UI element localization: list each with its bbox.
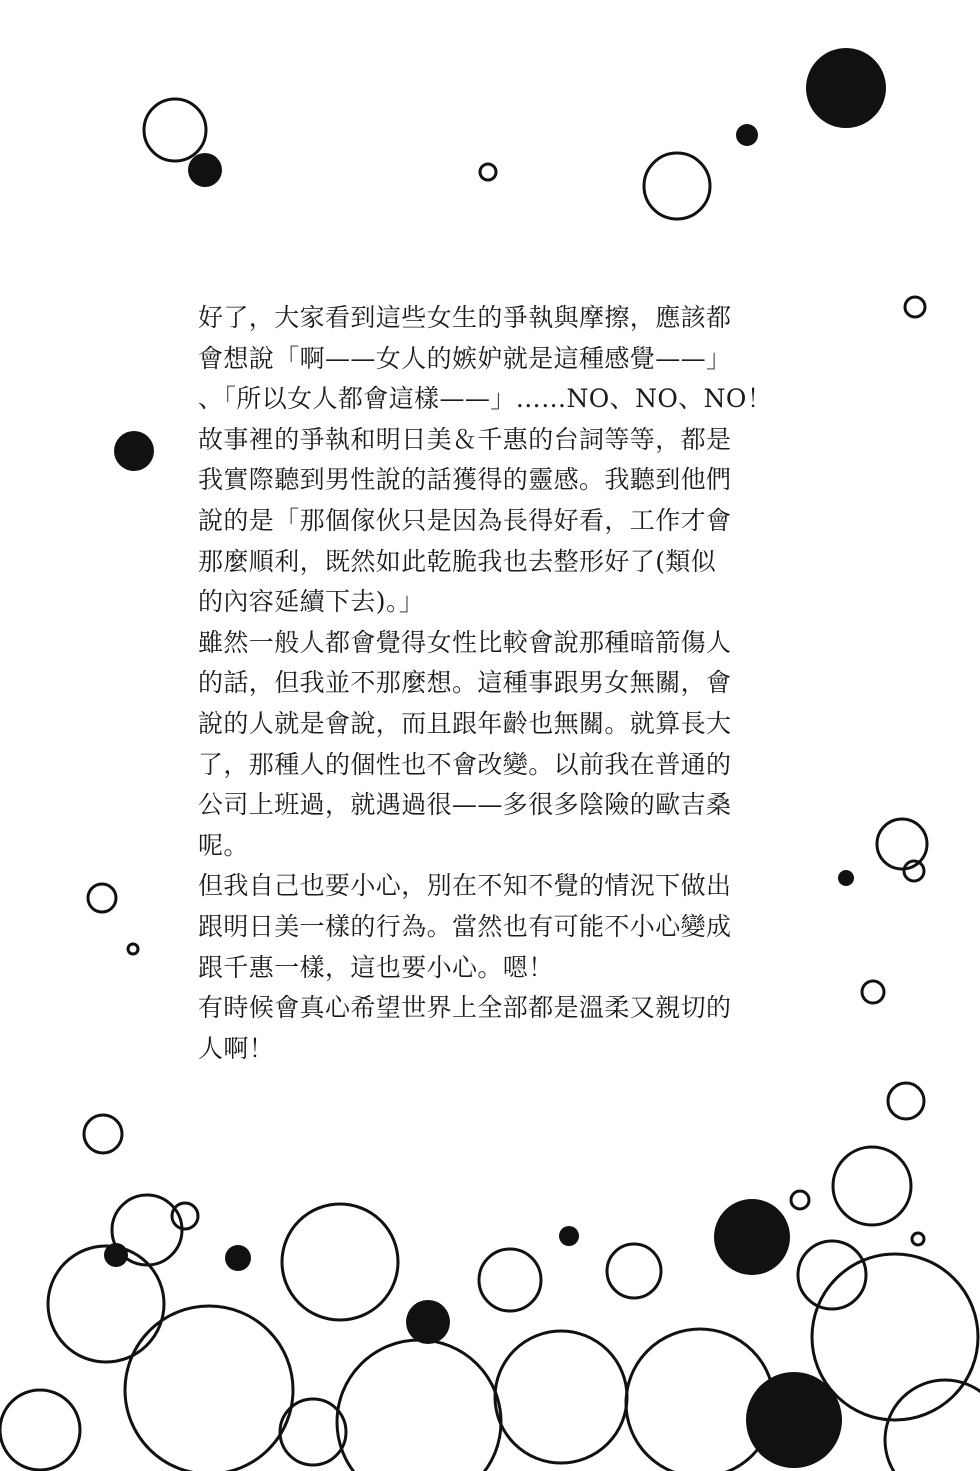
bubble-ring bbox=[480, 164, 496, 180]
bubble-ring bbox=[128, 944, 138, 954]
text-line: 故事裡的爭執和明日美＆千惠的台詞等等，都是 bbox=[198, 424, 732, 454]
text-line: 公司上班過，就遇過很——多很多陰險的歐吉桑 bbox=[198, 790, 732, 820]
bubble-dot bbox=[559, 1226, 579, 1246]
bubble-dot bbox=[736, 124, 758, 146]
text-line: 我實際聽到男性說的話獲得的靈感。我聽到他們 bbox=[198, 465, 732, 495]
bubble-dot bbox=[838, 870, 854, 886]
text-line: 人啊！ bbox=[198, 1033, 275, 1063]
text-line: 但我自己也要小心，別在不知不覺的情況下做出 bbox=[198, 871, 732, 901]
bubble-ring bbox=[791, 1191, 809, 1209]
bubble-dot bbox=[714, 1199, 790, 1275]
bubble-ring bbox=[337, 1340, 501, 1471]
bubble-ring bbox=[798, 1241, 866, 1309]
bubble-ring bbox=[833, 1147, 911, 1225]
bubble-ring bbox=[282, 1204, 398, 1320]
bubble-dot bbox=[406, 1300, 450, 1344]
bubble-ring bbox=[905, 297, 925, 317]
text-line: 跟明日美一樣的行為。當然也有可能不小心變成 bbox=[198, 911, 732, 941]
text-line: 的話，但我並不那麼想。這種事跟男女無關，會 bbox=[198, 668, 732, 698]
bubble-ring bbox=[172, 1203, 198, 1229]
bubble-ring bbox=[479, 1249, 541, 1311]
text-line: 說的是「那個傢伙只是因為長得好看，工作才會 bbox=[198, 505, 732, 535]
bubble-ring bbox=[144, 99, 206, 161]
bubble-ring bbox=[88, 884, 116, 912]
bubble-dot bbox=[746, 1372, 842, 1468]
text-line: 的內容延續下去)。」 bbox=[198, 587, 425, 617]
bubble-dot bbox=[188, 153, 222, 187]
bubble-ring bbox=[644, 153, 710, 219]
bubble-dot bbox=[225, 1245, 251, 1271]
text-line: 會想說「啊——女人的嫉妒就是這種感覺——」 bbox=[198, 343, 732, 373]
bubble-ring bbox=[84, 1115, 122, 1153]
bubble-ring bbox=[812, 1254, 978, 1420]
text-line: 呢。 bbox=[198, 830, 249, 860]
text-line: 、「所以女人都會這樣——」……NO、NO、NO！ bbox=[198, 384, 773, 414]
bubble-ring bbox=[125, 1306, 293, 1471]
afterword-text bbox=[198, 298, 810, 1069]
text-line: 有時候會真心希望世界上全部都是溫柔又親切的 bbox=[198, 993, 732, 1023]
text-line: 那麼順利，既然如此乾脆我也去整形好了(類似 bbox=[198, 546, 717, 576]
bubble-dot bbox=[806, 48, 886, 128]
bubble-ring bbox=[495, 1331, 627, 1463]
bubble-ring bbox=[885, 1380, 980, 1471]
bubble-ring bbox=[912, 1233, 924, 1245]
bubble-ring bbox=[888, 1083, 924, 1119]
text-line: 跟千惠一樣，這也要小心。嗯！ bbox=[198, 952, 554, 982]
text-line: 說的人就是會說，而且跟年齡也無關。就算長大 bbox=[198, 708, 732, 738]
bubble-ring bbox=[904, 861, 924, 881]
bubble-ring bbox=[280, 1399, 346, 1465]
bubble-ring bbox=[862, 981, 884, 1003]
bubble-dot bbox=[114, 431, 154, 471]
text-line: 了，那種人的個性也不會改變。以前我在普通的 bbox=[198, 749, 732, 779]
text-line: 雖然一般人都會覺得女性比較會說那種暗箭傷人 bbox=[198, 627, 732, 657]
text-line: 好了，大家看到這些女生的爭執與摩擦，應該都 bbox=[198, 303, 732, 332]
bubble-ring bbox=[607, 1244, 661, 1298]
bubble-ring bbox=[48, 1246, 164, 1362]
bubble-ring bbox=[0, 1390, 80, 1470]
